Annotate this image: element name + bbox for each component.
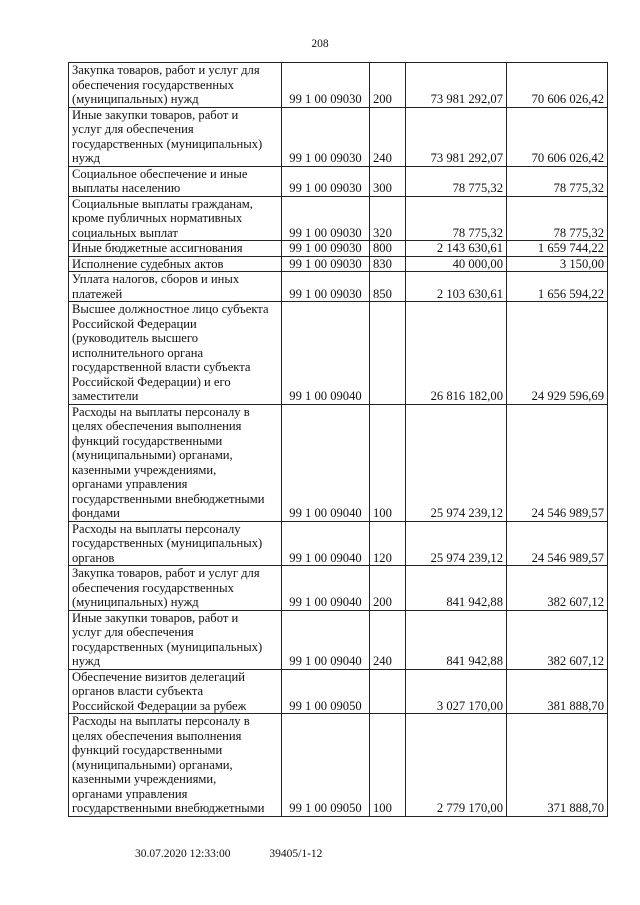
expense-name-line: исполнительного органа [72,345,204,360]
planned-amount-cell: 78 775,32 [406,166,507,196]
expense-type-cell: 200 [370,566,406,611]
expense-name-cell [69,241,282,257]
budget-code-cell: 99 1 00 09040 [282,521,370,566]
planned-amount-cell: 25 974 239,12 [406,404,507,521]
budget-code-cell: 99 1 00 09040 [282,302,370,405]
executed-amount-cell: 1 659 744,22 [507,241,608,257]
document-footer [135,848,322,860]
executed-amount-cell: 70 606 026,42 [507,107,608,166]
planned-amount-cell: 3 027 170,00 [406,669,507,714]
budget-code-cell: 99 1 00 09030 [282,196,370,241]
table-row [69,302,608,405]
executed-amount-cell: 78 775,32 [507,196,608,241]
expense-type-cell: 300 [370,166,406,196]
budget-code-cell: 99 1 00 09030 [282,272,370,302]
expense-name-line: Иные закупки товаров, работ и [72,610,239,625]
planned-amount-cell: 25 974 239,12 [406,521,507,566]
expense-name-line: государственных (муниципальных) [72,136,263,151]
expense-name-line: (муниципальными) органами, [72,448,233,462]
planned-amount-cell: 40 000,00 [406,256,507,272]
executed-amount-cell: 70 606 026,42 [507,63,608,108]
table-row [69,256,608,272]
table-row [69,714,608,817]
expense-name-cell [69,107,282,166]
expense-name-line: казенными учреждениями, [72,772,217,786]
budget-code-cell: 99 1 00 09030 [282,241,370,257]
expense-name-line: государственными внебюджетными [72,491,265,506]
planned-amount-cell: 78 775,32 [406,196,507,241]
expense-name-line: социальных выплат [72,225,178,240]
expense-type-cell: 120 [370,521,406,566]
expense-name-line: обеспечения государственных [72,77,234,92]
table-row [69,272,608,302]
expense-type-cell: 800 [370,241,406,257]
expense-name-line: функций государственными [72,433,223,448]
executed-amount-cell: 24 546 989,57 [507,521,608,566]
expense-name-line: Закупка товаров, работ и услуг для [72,63,260,77]
expense-name-cell [69,63,282,108]
expense-name-line: Закупка товаров, работ и услуг для [72,566,260,580]
footer-datetime: 30.07.2020 12:33:00 [135,848,231,860]
expense-type-cell: 200 [370,63,406,108]
expense-type-cell: 100 [370,404,406,521]
expense-name-line: услуг для обеспечения [72,625,194,639]
expense-name-line: Уплата налогов, сборов и иных [72,272,240,286]
expense-name-line: Российской Федерации [72,316,197,331]
expense-name-line: обеспечения государственных [72,580,234,595]
executed-amount-cell: 371 888,70 [507,714,608,817]
budget-code-cell: 99 1 00 09040 [282,404,370,521]
table-row [69,196,608,241]
planned-amount-cell: 2 103 630,61 [406,272,507,302]
budget-code-cell: 99 1 00 09040 [282,610,370,669]
budget-table-body [69,63,608,817]
executed-amount-cell: 381 888,70 [507,669,608,714]
expense-name-line: Социальные выплаты гражданам, [72,196,253,211]
table-row [69,166,608,196]
expense-type-cell: 850 [370,272,406,302]
expense-name-line: Расходы на выплаты персоналу в [72,404,250,419]
expense-name-line: Исполнение судебных актов [72,256,224,271]
expense-name-cell [69,714,282,817]
planned-amount-cell: 2 143 630,61 [406,241,507,257]
expense-name-line: (муниципальными) органами, [72,757,233,772]
expense-name-cell [69,669,282,714]
expense-type-cell: 240 [370,610,406,669]
expense-type-cell [370,302,406,405]
planned-amount-cell: 73 981 292,07 [406,107,507,166]
expense-name-line: органами управления [72,477,188,491]
expense-name-line: государственными внебюджетными [72,801,265,815]
expense-name-line: заместители [72,389,139,403]
executed-amount-cell: 3 150,00 [507,256,608,272]
expense-name-line: государственной власти субъекта [72,360,251,374]
expense-name-cell [69,566,282,611]
expense-name-line: Расходы на выплаты персоналу в [72,714,250,728]
expense-name-line: (муниципальных) нужд [72,92,199,106]
budget-code-cell: 99 1 00 09040 [282,566,370,611]
table-row [69,521,608,566]
budget-code-cell: 99 1 00 09030 [282,256,370,272]
expense-name-cell [69,610,282,669]
expense-name-cell [69,166,282,196]
expense-name-line: Иные бюджетные ассигнования [72,241,243,255]
expense-name-line: функций государственными [72,743,223,757]
page-number: 208 [311,38,329,50]
table-row [69,241,608,257]
table-row [69,63,608,108]
expense-name-cell [69,196,282,241]
expense-name-line: органов власти субъекта [72,684,204,698]
expense-name-line: Российской Федерации за рубеж [72,698,247,713]
expense-name-line: (муниципальных) нужд [72,595,199,609]
expense-name-cell [69,404,282,521]
budget-code-cell: 99 1 00 09030 [282,166,370,196]
expense-name-cell [69,302,282,405]
expense-name-line: государственных (муниципальных) [72,536,263,550]
budget-code-cell: 99 1 00 09050 [282,669,370,714]
table-row [69,404,608,521]
expense-name-line: кроме публичных нормативных [72,211,243,225]
expense-name-cell [69,521,282,566]
executed-amount-cell: 24 929 596,69 [507,302,608,405]
expense-name-line: Обеспечение визитов делегаций [72,669,245,684]
expense-name-line: целях обеспечения выполнения [72,419,242,433]
budget-code-cell: 99 1 00 09030 [282,63,370,108]
expense-name-line: государственных (муниципальных) [72,639,263,654]
footer-document-id: 39405/1-12 [269,848,323,860]
expense-type-cell: 240 [370,107,406,166]
expense-type-cell [370,669,406,714]
budget-code-cell: 99 1 00 09030 [282,107,370,166]
planned-amount-cell: 841 942,88 [406,610,507,669]
budget-code-cell: 99 1 00 09050 [282,714,370,817]
expense-name-line: выплаты населению [72,181,181,195]
expense-name-cell [69,272,282,302]
expense-name-line: нужд [72,654,100,668]
expense-type-cell: 100 [370,714,406,817]
expense-name-line: целях обеспечения выполнения [72,728,242,743]
expense-name-line: органов [72,550,115,565]
expense-type-cell: 830 [370,256,406,272]
expense-name-line: нужд [72,151,100,165]
planned-amount-cell: 26 816 182,00 [406,302,507,405]
table-row [69,107,608,166]
table-row [69,669,608,714]
planned-amount-cell: 73 981 292,07 [406,63,507,108]
budget-table [68,62,608,817]
executed-amount-cell: 1 656 594,22 [507,272,608,302]
executed-amount-cell: 78 775,32 [507,166,608,196]
expense-type-cell: 320 [370,196,406,241]
executed-amount-cell: 382 607,12 [507,610,608,669]
executed-amount-cell: 382 607,12 [507,566,608,611]
planned-amount-cell: 2 779 170,00 [406,714,507,817]
expense-name-line: услуг для обеспечения [72,122,194,136]
table-row [69,566,608,611]
expense-name-cell [69,256,282,272]
expense-name-line: Социальное обеспечение и иные [72,166,248,181]
expense-name-line: платежей [72,286,123,301]
expense-name-line: Расходы на выплаты персоналу [72,521,241,536]
table-row [69,610,608,669]
expense-name-line: (руководитель высшего [72,331,199,345]
expense-name-line: фондами [72,506,120,520]
expense-name-line: казенными учреждениями, [72,462,217,477]
planned-amount-cell: 841 942,88 [406,566,507,611]
executed-amount-cell: 24 546 989,57 [507,404,608,521]
expense-name-line: органами управления [72,786,188,801]
expense-name-line: Высшее должностное лицо субъекта [72,302,269,316]
expense-name-line: Иные закупки товаров, работ и [72,107,239,122]
expense-name-line: Российской Федерации) и его [72,374,231,389]
